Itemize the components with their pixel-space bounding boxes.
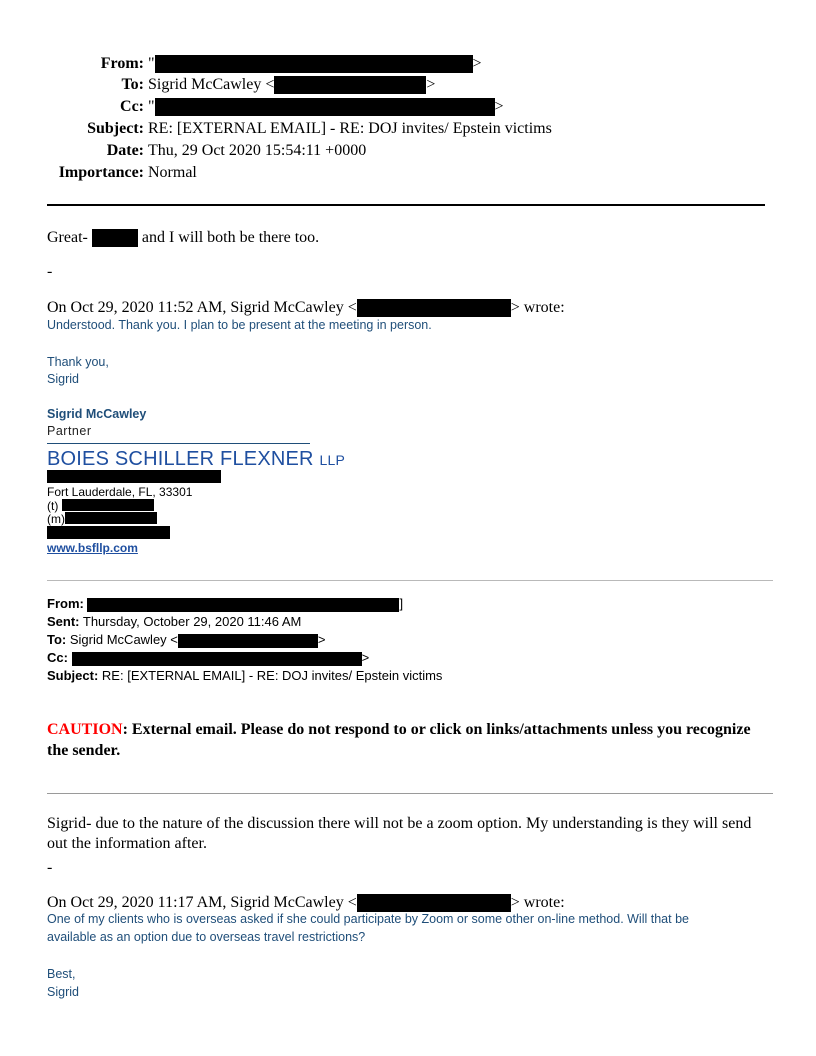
caution-divider	[47, 793, 773, 794]
quote1-line1: Understood. Thank you. I plan to be present at the meeting in person.	[47, 318, 432, 332]
fwd-cc-row: Cc: >	[47, 650, 370, 665]
redaction-block	[178, 634, 318, 648]
signature-title: Partner	[47, 424, 92, 438]
caution-line2: the sender.	[47, 742, 121, 759]
subject-label: Subject:	[87, 120, 144, 137]
redaction-block	[155, 55, 473, 73]
importance-label: Importance:	[58, 164, 144, 181]
redaction-block	[72, 652, 362, 666]
redaction-block	[92, 229, 138, 247]
from-label: From:	[100, 55, 144, 72]
signature-phone-t: (t)	[47, 499, 154, 513]
redaction-block	[87, 598, 399, 612]
caution-label: CAUTION	[47, 721, 123, 738]
importance-value: Normal	[148, 164, 197, 181]
reply-greeting: Great- and I will both be there too.	[47, 229, 320, 246]
redaction-block	[274, 76, 426, 94]
quote1-intro: On Oct 29, 2020 11:52 AM, Sigrid McCawley < > wrote:	[47, 299, 565, 316]
redaction-block	[65, 512, 157, 524]
redaction-block	[155, 98, 495, 116]
header-divider	[47, 204, 765, 206]
fwd-from-row: From: ]	[47, 596, 404, 611]
fwd-to-row: To: Sigrid McCawley < >	[47, 632, 326, 647]
reply2-line2: out the information after.	[47, 835, 207, 852]
cc-label: Cc:	[120, 98, 144, 115]
quote2-closing: Best,	[47, 967, 76, 981]
to-label: To:	[121, 76, 144, 93]
firm-logo-text: BOIES SCHILLER FLEXNER LLP	[47, 448, 345, 470]
redaction-block	[47, 526, 170, 539]
to-value: Sigrid McCawley <	[148, 76, 275, 93]
signature-phone-m: (m)	[47, 512, 157, 526]
subject-value: RE: [EXTERNAL EMAIL] - RE: DOJ invites/ Epstein victims	[148, 120, 552, 137]
signature-name: Sigrid McCawley	[47, 407, 147, 421]
quote1-signoff: Sigrid	[47, 372, 79, 386]
fwd-subject-row: Subject: RE: [EXTERNAL EMAIL] - RE: DOJ invites/ Epstein victims	[47, 668, 443, 683]
signature-city: Fort Lauderdale, FL, 33301	[47, 485, 193, 499]
redaction-block	[357, 894, 511, 912]
redaction-block	[357, 299, 511, 317]
forward-divider	[47, 580, 773, 581]
reply2-line1: Sigrid- due to the nature of the discussion there will not be a zoom option. My understanding is they will send	[47, 815, 752, 832]
quote2-intro: On Oct 29, 2020 11:17 AM, Sigrid McCawley < > wrote:	[47, 894, 565, 911]
reply-dash: -	[47, 263, 53, 280]
website-link[interactable]: www.bsfllp.com	[47, 541, 138, 555]
reply2-dash: -	[47, 859, 53, 876]
date-label: Date:	[106, 142, 144, 159]
quote1-closing: Thank you,	[47, 355, 109, 369]
caution-banner: CAUTION: External email. Please do not respond to or click on links/attachments unless you recognize	[47, 721, 751, 738]
signature-rule	[47, 443, 310, 444]
quote2-line1: One of my clients who is overseas asked if she could participate by Zoom or some other on-line method. Will that be	[47, 912, 689, 926]
redaction-block	[62, 499, 154, 511]
quote2-line2: available as an option due to overseas travel restrictions?	[47, 930, 366, 944]
fwd-sent-row: Sent: Thursday, October 29, 2020 11:46 AM	[47, 614, 302, 629]
quote2-signoff: Sigrid	[47, 985, 79, 999]
redaction-block	[47, 470, 221, 483]
date-value: Thu, 29 Oct 2020 15:54:11 +0000	[148, 142, 367, 159]
